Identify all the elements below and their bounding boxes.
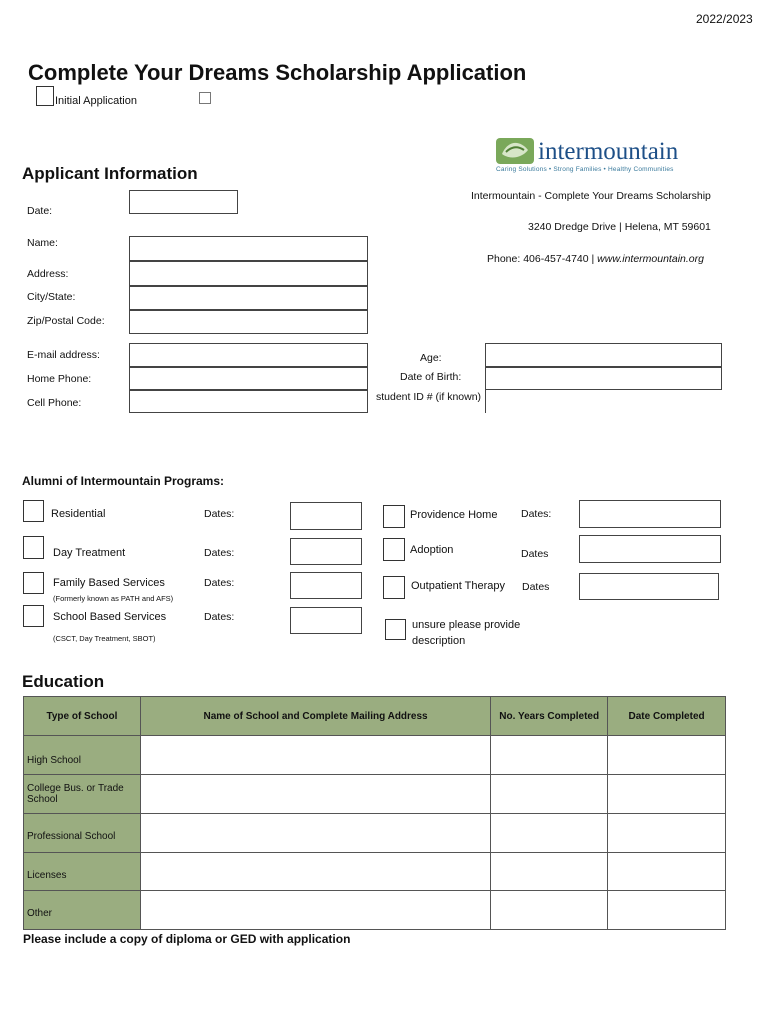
table-row <box>24 814 726 853</box>
education-table <box>23 696 726 930</box>
home-phone-label: Home Phone: <box>27 373 92 385</box>
residential-label: Residential <box>51 508 106 520</box>
org-phone-text: Phone: 406-457-4740 | <box>487 253 598 265</box>
high-school-date-cell[interactable] <box>608 736 726 775</box>
adoption-label: Adoption <box>410 544 454 556</box>
col-date-completed: Date Completed <box>608 697 726 736</box>
school-year: 2022/2023 <box>696 12 753 26</box>
outpatient-checkbox[interactable] <box>383 576 405 599</box>
name-label: Name: <box>27 237 58 249</box>
date-field[interactable] <box>129 190 238 214</box>
college-name-cell[interactable] <box>140 775 490 814</box>
school-based-dates-field[interactable] <box>290 607 362 634</box>
family-based-note: (Formerly known as PATH and AFS) <box>53 594 174 603</box>
row-licenses: Licenses <box>24 853 141 891</box>
home-phone-field[interactable] <box>129 367 368 390</box>
date-label: Date: <box>27 205 53 217</box>
email-label: E-mail address: <box>27 349 100 361</box>
dob-label: Date of Birth: <box>400 371 462 383</box>
providence-home-checkbox[interactable] <box>383 505 405 528</box>
school-based-label: School Based Services <box>53 611 167 623</box>
col-years-completed: No. Years Completed <box>491 697 608 736</box>
outpatient-dates-field[interactable] <box>579 573 719 600</box>
row-professional-school: Professional School <box>24 814 141 853</box>
cell-phone-label: Cell Phone: <box>27 397 82 409</box>
address-field[interactable] <box>129 261 368 286</box>
unsure-checkbox[interactable] <box>385 619 406 640</box>
city-state-field[interactable] <box>129 286 368 310</box>
licenses-date-cell[interactable] <box>608 853 726 891</box>
org-line1: Intermountain - Complete Your Dreams Scholarship <box>471 190 711 202</box>
adoption-dates-label: Dates <box>521 548 549 560</box>
address-label: Address: <box>27 268 69 280</box>
adoption-checkbox[interactable] <box>383 538 405 561</box>
school-based-dates-label: Dates: <box>204 611 235 623</box>
residential-dates-label: Dates: <box>204 508 235 520</box>
email-field[interactable] <box>129 343 368 367</box>
licenses-name-cell[interactable] <box>140 853 490 891</box>
residential-dates-field[interactable] <box>290 502 362 530</box>
zip-field[interactable] <box>129 310 368 334</box>
table-row <box>24 853 726 891</box>
student-id-label: student ID # (if known) <box>376 391 482 403</box>
residential-checkbox[interactable] <box>23 500 44 522</box>
providence-home-label: Providence Home <box>410 509 498 521</box>
unsure-label-line1: unsure please provide <box>412 619 521 631</box>
licenses-years-cell[interactable] <box>491 853 608 891</box>
providence-dates-field[interactable] <box>579 500 721 528</box>
family-based-checkbox[interactable] <box>23 572 44 594</box>
high-school-name-cell[interactable] <box>140 736 490 775</box>
college-date-cell[interactable] <box>608 775 726 814</box>
college-years-cell[interactable] <box>491 775 608 814</box>
adoption-dates-field[interactable] <box>579 535 721 563</box>
table-row <box>24 891 726 930</box>
outpatient-dates-label: Dates <box>522 581 550 593</box>
day-treatment-label: Day Treatment <box>53 547 126 559</box>
intermountain-logo <box>494 136 704 178</box>
cell-phone-field[interactable] <box>129 390 368 413</box>
professional-date-cell[interactable] <box>608 814 726 853</box>
row-high-school: High School <box>24 736 141 775</box>
logo-name: intermountain <box>538 138 679 165</box>
unsure-label-line2: description <box>412 635 466 647</box>
org-website-link[interactable]: www.intermountain.org <box>597 253 704 265</box>
initial-application-checkbox[interactable] <box>36 86 54 106</box>
school-based-checkbox[interactable] <box>23 605 44 627</box>
table-row <box>24 775 726 814</box>
day-treatment-checkbox[interactable] <box>23 536 44 559</box>
zip-label: Zip/Postal Code: <box>27 315 105 327</box>
initial-application-label: Initial Application <box>55 95 137 107</box>
outpatient-label: Outpatient Therapy <box>411 580 505 592</box>
other-date-cell[interactable] <box>608 891 726 930</box>
org-phone <box>487 253 704 265</box>
age-field[interactable] <box>485 343 722 367</box>
high-school-years-cell[interactable] <box>491 736 608 775</box>
family-based-dates-label: Dates: <box>204 577 235 589</box>
providence-dates-label: Dates: <box>521 508 552 520</box>
logo-mark-icon <box>494 136 536 168</box>
logo-tagline: Caring Solutions • Strong Families • Healthy Communities <box>496 166 674 173</box>
education-header-row <box>24 697 726 736</box>
name-field[interactable] <box>129 236 368 261</box>
age-label: Age: <box>420 352 442 364</box>
student-id-field[interactable] <box>485 390 486 413</box>
dob-field[interactable] <box>485 367 722 390</box>
applicant-info-heading: Applicant Information <box>22 164 198 183</box>
family-based-dates-field[interactable] <box>290 572 362 599</box>
day-treatment-dates-field[interactable] <box>290 538 362 565</box>
col-type-of-school: Type of School <box>24 697 141 736</box>
row-college: College Bus. or Trade School <box>24 775 141 814</box>
school-based-note: (CSCT, Day Treatment, SBOT) <box>53 634 156 643</box>
family-based-label: Family Based Services <box>53 577 165 589</box>
other-name-cell[interactable] <box>140 891 490 930</box>
professional-name-cell[interactable] <box>140 814 490 853</box>
alumni-heading: Alumni of Intermountain Programs: <box>22 474 225 488</box>
org-address: 3240 Dredge Drive | Helena, MT 59601 <box>528 221 711 233</box>
city-state-label: City/State: <box>27 291 76 303</box>
renewal-checkbox[interactable] <box>199 92 211 104</box>
other-years-cell[interactable] <box>491 891 608 930</box>
professional-years-cell[interactable] <box>491 814 608 853</box>
col-school-name-address: Name of School and Complete Mailing Address <box>140 697 490 736</box>
page-title: Complete Your Dreams Scholarship Application <box>28 60 527 85</box>
row-other: Other <box>24 891 141 930</box>
diploma-note: Please include a copy of diploma or GED with application <box>23 932 351 946</box>
education-heading: Education <box>22 672 105 691</box>
day-treatment-dates-label: Dates: <box>204 547 235 559</box>
table-row <box>24 736 726 775</box>
